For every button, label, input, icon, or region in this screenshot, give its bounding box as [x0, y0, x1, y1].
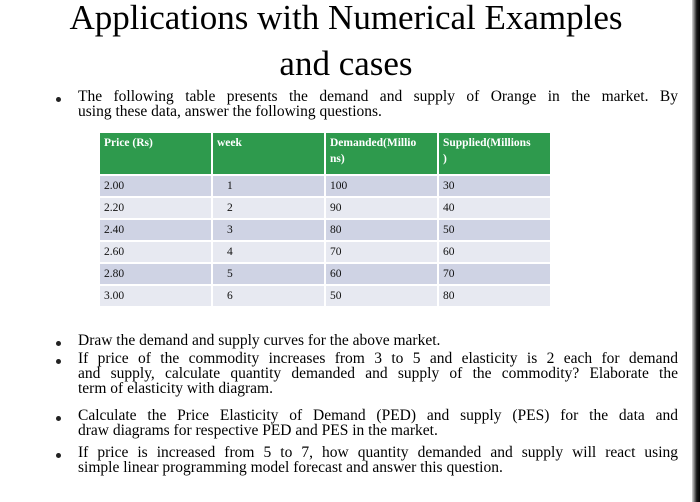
- cell-week: 3: [213, 220, 324, 240]
- question-1: [78, 333, 678, 348]
- question-4: [78, 445, 678, 475]
- header-week: [213, 133, 324, 174]
- question-2-line-3: term of elasticity with diagram.: [78, 380, 273, 397]
- table-row: [100, 264, 550, 284]
- intro-line-2: using these data, answer the following questions.: [78, 103, 382, 120]
- bullet-question-3: [56, 416, 61, 421]
- cell-demanded: 90: [326, 198, 437, 218]
- header-week-label: week: [217, 137, 242, 149]
- header-demanded-label-2: ns): [330, 153, 345, 165]
- table-row: [100, 242, 550, 262]
- cell-supplied: 40: [439, 198, 550, 218]
- cell-price: 3.00: [100, 286, 211, 306]
- header-supplied: [439, 133, 550, 174]
- bullet-question-4: [56, 453, 61, 458]
- bullet-intro: [56, 97, 61, 102]
- question-2: [78, 351, 678, 396]
- demand-supply-table: [98, 131, 552, 308]
- cell-supplied: 30: [439, 176, 550, 196]
- table-row: [100, 220, 550, 240]
- question-1-line-1: Draw the demand and supply curves for the above market.: [78, 332, 441, 349]
- cell-demanded: 100: [326, 176, 437, 196]
- table-row: [100, 176, 550, 196]
- intro-line-1: The following table presents the demand and supply of Orange in the market. By: [78, 88, 678, 105]
- cell-demanded: 70: [326, 242, 437, 262]
- photo-edge-shadow: [692, 0, 700, 502]
- cell-supplied: 80: [439, 286, 550, 306]
- cell-price: 2.00: [100, 176, 211, 196]
- question-3-line-1: Calculate the Price Elasticity of Demand (PED) and supply (PES) for the data and: [78, 407, 678, 424]
- page-title-line-1: Applications with Numerical Examples: [69, 0, 623, 37]
- question-2-line-2: and supply, calculate quantity demanded and supply of the commodity? Elaborate the: [78, 365, 678, 382]
- cell-week: 4: [213, 242, 324, 262]
- question-4-line-1: If price is increased from 5 to 7, how quantity demanded and supply will react using: [78, 444, 678, 461]
- bullet-question-1: [56, 341, 61, 346]
- cell-week: 6: [213, 286, 324, 306]
- cell-demanded: 80: [326, 220, 437, 240]
- table-row: [100, 198, 550, 218]
- header-demanded: [326, 133, 437, 174]
- table-header-row: [100, 133, 550, 174]
- cell-demanded: 50: [326, 286, 437, 306]
- question-2-line-1: If price of the commodity increases from 3 to 5 and elasticity is 2 each for demand: [78, 350, 678, 367]
- header-price: [100, 133, 211, 174]
- cell-price: 2.60: [100, 242, 211, 262]
- question-3: [78, 408, 678, 438]
- cell-supplied: 70: [439, 264, 550, 284]
- question-3-line-2: draw diagrams for respective PED and PES in the market.: [78, 422, 438, 439]
- header-supplied-label-1: Supplied(Millions: [443, 137, 531, 149]
- page-title-line-2: and cases: [279, 44, 413, 83]
- cell-price: 2.80: [100, 264, 211, 284]
- cell-week: 2: [213, 198, 324, 218]
- bullet-question-2: [56, 359, 61, 364]
- cell-price: 2.40: [100, 220, 211, 240]
- cell-week: 1: [213, 176, 324, 196]
- header-supplied-label-2: ): [443, 153, 447, 165]
- cell-price: 2.20: [100, 198, 211, 218]
- header-demanded-label-1: Demanded(Millio: [330, 137, 417, 149]
- cell-supplied: 50: [439, 220, 550, 240]
- intro-paragraph: [78, 89, 678, 119]
- question-4-line-2: simple linear programming model forecast and answer this question.: [78, 459, 503, 476]
- header-price-label: Price (Rs): [104, 137, 153, 149]
- cell-week: 5: [213, 264, 324, 284]
- cell-supplied: 60: [439, 242, 550, 262]
- cell-demanded: 60: [326, 264, 437, 284]
- table-row: [100, 286, 550, 306]
